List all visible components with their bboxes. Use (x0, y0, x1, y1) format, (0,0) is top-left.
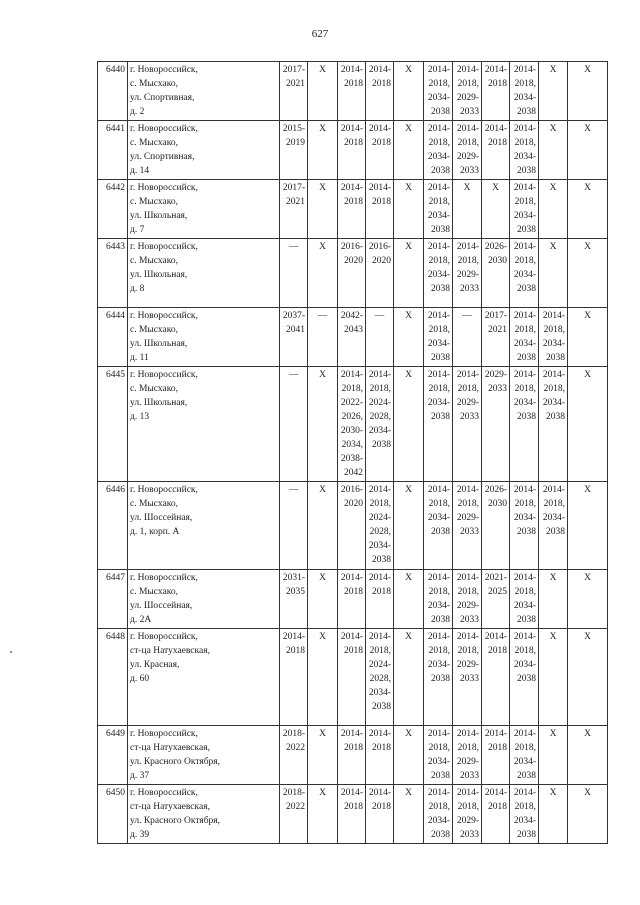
address-cell: г. Новороссийск, с. Мысхако, ул. Спортивная, д. 2 (128, 62, 280, 121)
row-number: 6449 (98, 726, 128, 785)
value-cell-c7: — (453, 308, 482, 367)
value-cell-c2: X (308, 367, 338, 482)
row-number: 6443 (98, 239, 128, 308)
value-cell-c11: X (568, 482, 608, 570)
value-cell-c8: 2026- 2030 (482, 239, 510, 308)
value-cell-c2: X (308, 726, 338, 785)
value-cell-c4: — (366, 308, 394, 367)
value-cell-c3: 2042- 2043 (338, 308, 366, 367)
value-cell-c11: X (568, 570, 608, 629)
value-cell-c6: 2014- 2018, 2034- 2038 (424, 308, 453, 367)
value-cell-c2: X (308, 629, 338, 726)
value-cell-c5: X (394, 180, 424, 239)
value-cell-c8: 2021- 2025 (482, 570, 510, 629)
row-number: 6444 (98, 308, 128, 367)
value-cell-c6: 2014- 2018, 2034- 2038 (424, 570, 453, 629)
value-cell-c10: X (539, 785, 568, 844)
value-cell-c7: 2014- 2018, 2029- 2033 (453, 726, 482, 785)
value-cell-c10: 2014- 2018, 2034- 2038 (539, 308, 568, 367)
value-cell-c8: 2029- 2033 (482, 367, 510, 482)
value-cell-c4: 2014- 2018 (366, 121, 394, 180)
row-number: 6440 (98, 62, 128, 121)
value-cell-c9: 2014- 2018, 2034- 2038 (510, 726, 539, 785)
value-cell-c1: — (280, 367, 308, 482)
value-cell-c4: 2014- 2018 (366, 570, 394, 629)
value-cell-c11: X (568, 180, 608, 239)
value-cell-c10: 2014- 2018, 2034- 2038 (539, 367, 568, 482)
value-cell-c7: 2014- 2018, 2029- 2033 (453, 367, 482, 482)
value-cell-c2: X (308, 785, 338, 844)
table-row (98, 62, 608, 121)
value-cell-c1: — (280, 482, 308, 570)
value-cell-c4: 2014- 2018 (366, 62, 394, 121)
value-cell-c4: 2014- 2018 (366, 180, 394, 239)
value-cell-c7: 2014- 2018, 2029- 2033 (453, 121, 482, 180)
address-cell: г. Новороссийск, с. Мысхако, ул. Школьная, д. 8 (128, 239, 280, 308)
value-cell-c5: X (394, 62, 424, 121)
value-cell-c4: 2014- 2018 (366, 726, 394, 785)
value-cell-c2: X (308, 239, 338, 308)
value-cell-c4: 2016- 2020 (366, 239, 394, 308)
value-cell-c7: 2014- 2018, 2029- 2033 (453, 785, 482, 844)
value-cell-c10: X (539, 570, 568, 629)
value-cell-c11: X (568, 121, 608, 180)
value-cell-c8: 2014- 2018 (482, 121, 510, 180)
value-cell-c9: 2014- 2018, 2034- 2038 (510, 482, 539, 570)
value-cell-c1: 2017- 2021 (280, 62, 308, 121)
value-cell-c7: 2014- 2018, 2029- 2033 (453, 239, 482, 308)
value-cell-c11: X (568, 239, 608, 308)
value-cell-c7: X (453, 180, 482, 239)
value-cell-c5: X (394, 570, 424, 629)
table-row (98, 121, 608, 180)
row-number: 6445 (98, 367, 128, 482)
table-row (98, 629, 608, 726)
row-number: 6447 (98, 570, 128, 629)
value-cell-c5: X (394, 482, 424, 570)
value-cell-c11: X (568, 726, 608, 785)
value-cell-c1: 2018- 2022 (280, 726, 308, 785)
value-cell-c6: 2014- 2018, 2034- 2038 (424, 239, 453, 308)
value-cell-c3: 2014- 2018 (338, 570, 366, 629)
value-cell-c11: X (568, 785, 608, 844)
table-row (98, 785, 608, 844)
value-cell-c2: X (308, 62, 338, 121)
value-cell-c10: X (539, 629, 568, 726)
value-cell-c1: 2031- 2035 (280, 570, 308, 629)
value-cell-c11: X (568, 367, 608, 482)
value-cell-c1: 2037- 2041 (280, 308, 308, 367)
value-cell-c1: 2018- 2022 (280, 785, 308, 844)
address-cell: г. Новороссийск, ст-ца Натухаевская, ул. Красного Октября, д. 39 (128, 785, 280, 844)
value-cell-c10: X (539, 239, 568, 308)
table-row (98, 570, 608, 629)
value-cell-c2: X (308, 180, 338, 239)
value-cell-c6: 2014- 2018, 2034- 2038 (424, 62, 453, 121)
value-cell-c8: 2014- 2018 (482, 726, 510, 785)
address-cell: г. Новороссийск, ст-ца Натухаевская, ул. Красного Октября, д. 37 (128, 726, 280, 785)
value-cell-c2: X (308, 570, 338, 629)
row-number: 6446 (98, 482, 128, 570)
value-cell-c7: 2014- 2018, 2029- 2033 (453, 62, 482, 121)
value-cell-c3: 2016- 2020 (338, 482, 366, 570)
value-cell-c6: 2014- 2018, 2034- 2038 (424, 726, 453, 785)
row-number: 6448 (98, 629, 128, 726)
schedule-table (97, 61, 608, 844)
row-number: 6441 (98, 121, 128, 180)
value-cell-c11: X (568, 308, 608, 367)
value-cell-c10: X (539, 121, 568, 180)
value-cell-c8: 2017- 2021 (482, 308, 510, 367)
value-cell-c6: 2014- 2018, 2034- 2038 (424, 785, 453, 844)
value-cell-c6: 2014- 2018, 2034- 2038 (424, 629, 453, 726)
value-cell-c9: 2014- 2018, 2034- 2038 (510, 570, 539, 629)
table-row (98, 482, 608, 570)
value-cell-c6: 2014- 2018, 2034- 2038 (424, 482, 453, 570)
value-cell-c9: 2014- 2018, 2034- 2038 (510, 308, 539, 367)
row-number: 6442 (98, 180, 128, 239)
value-cell-c9: 2014- 2018, 2034- 2038 (510, 180, 539, 239)
value-cell-c7: 2014- 2018, 2029- 2033 (453, 482, 482, 570)
value-cell-c3: 2014- 2018 (338, 121, 366, 180)
value-cell-c4: 2014- 2018, 2024- 2028, 2034- 2038 (366, 482, 394, 570)
value-cell-c3: 2014- 2018 (338, 62, 366, 121)
value-cell-c6: 2014- 2018, 2034- 2038 (424, 121, 453, 180)
value-cell-c4: 2014- 2018, 2024- 2028, 2034- 2038 (366, 629, 394, 726)
value-cell-c8: 2014- 2018 (482, 629, 510, 726)
table-body (98, 62, 608, 844)
value-cell-c2: X (308, 482, 338, 570)
value-cell-c5: X (394, 367, 424, 482)
value-cell-c4: 2014- 2018 (366, 785, 394, 844)
address-cell: г. Новороссийск, с. Мысхако, ул. Школьная, д. 7 (128, 180, 280, 239)
table-row (98, 239, 608, 308)
value-cell-c9: 2014- 2018, 2034- 2038 (510, 629, 539, 726)
value-cell-c1: 2015- 2019 (280, 121, 308, 180)
address-cell: г. Новороссийск, ст-ца Натухаевская, ул. Красная, д. 60 (128, 629, 280, 726)
value-cell-c3: 2014- 2018 (338, 785, 366, 844)
value-cell-c9: 2014- 2018, 2034- 2038 (510, 239, 539, 308)
value-cell-c8: 2014- 2018 (482, 785, 510, 844)
value-cell-c2: — (308, 308, 338, 367)
value-cell-c8: 2026- 2030 (482, 482, 510, 570)
row-number: 6450 (98, 785, 128, 844)
value-cell-c10: X (539, 726, 568, 785)
value-cell-c10: 2014- 2018, 2034- 2038 (539, 482, 568, 570)
value-cell-c5: X (394, 121, 424, 180)
value-cell-c10: X (539, 62, 568, 121)
table-row (98, 367, 608, 482)
value-cell-c4: 2014- 2018, 2024- 2028, 2034- 2038 (366, 367, 394, 482)
value-cell-c10: X (539, 180, 568, 239)
value-cell-c3: 2014- 2018 (338, 629, 366, 726)
value-cell-c1: 2017- 2021 (280, 180, 308, 239)
value-cell-c2: X (308, 121, 338, 180)
value-cell-c7: 2014- 2018, 2029- 2033 (453, 570, 482, 629)
table-row (98, 180, 608, 239)
value-cell-c9: 2014- 2018, 2034- 2038 (510, 121, 539, 180)
address-cell: г. Новороссийск, с. Мысхако, ул. Школьная, д. 13 (128, 367, 280, 482)
address-cell: г. Новороссийск, с. Мысхако, ул. Шоссейная, д. 1, корп. А (128, 482, 280, 570)
value-cell-c5: X (394, 785, 424, 844)
value-cell-c5: X (394, 308, 424, 367)
value-cell-c3: 2016- 2020 (338, 239, 366, 308)
address-cell: г. Новороссийск, с. Мысхако, ул. Школьная, д. 11 (128, 308, 280, 367)
value-cell-c11: X (568, 62, 608, 121)
address-cell: г. Новороссийск, с. Мысхако, ул. Шоссейная, д. 2А (128, 570, 280, 629)
value-cell-c1: — (280, 239, 308, 308)
value-cell-c3: 2014- 2018, 2022- 2026, 2030- 2034, 2038- 2042 (338, 367, 366, 482)
value-cell-c9: 2014- 2018, 2034- 2038 (510, 62, 539, 121)
value-cell-c6: 2014- 2018, 2034- 2038 (424, 180, 453, 239)
table-row (98, 726, 608, 785)
value-cell-c5: X (394, 726, 424, 785)
value-cell-c5: X (394, 239, 424, 308)
value-cell-c6: 2014- 2018, 2034- 2038 (424, 367, 453, 482)
page-number: 627 (311, 28, 329, 40)
value-cell-c5: X (394, 629, 424, 726)
value-cell-c1: 2014- 2018 (280, 629, 308, 726)
address-cell: г. Новороссийск, с. Мысхако, ул. Спортивная, д. 14 (128, 121, 280, 180)
value-cell-c9: 2014- 2018, 2034- 2038 (510, 785, 539, 844)
table-row (98, 308, 608, 367)
value-cell-c3: 2014- 2018 (338, 726, 366, 785)
value-cell-c3: 2014- 2018 (338, 180, 366, 239)
scan-mark (10, 651, 12, 653)
value-cell-c8: 2014- 2018 (482, 62, 510, 121)
value-cell-c9: 2014- 2018, 2034- 2038 (510, 367, 539, 482)
value-cell-c8: X (482, 180, 510, 239)
value-cell-c7: 2014- 2018, 2029- 2033 (453, 629, 482, 726)
value-cell-c11: X (568, 629, 608, 726)
